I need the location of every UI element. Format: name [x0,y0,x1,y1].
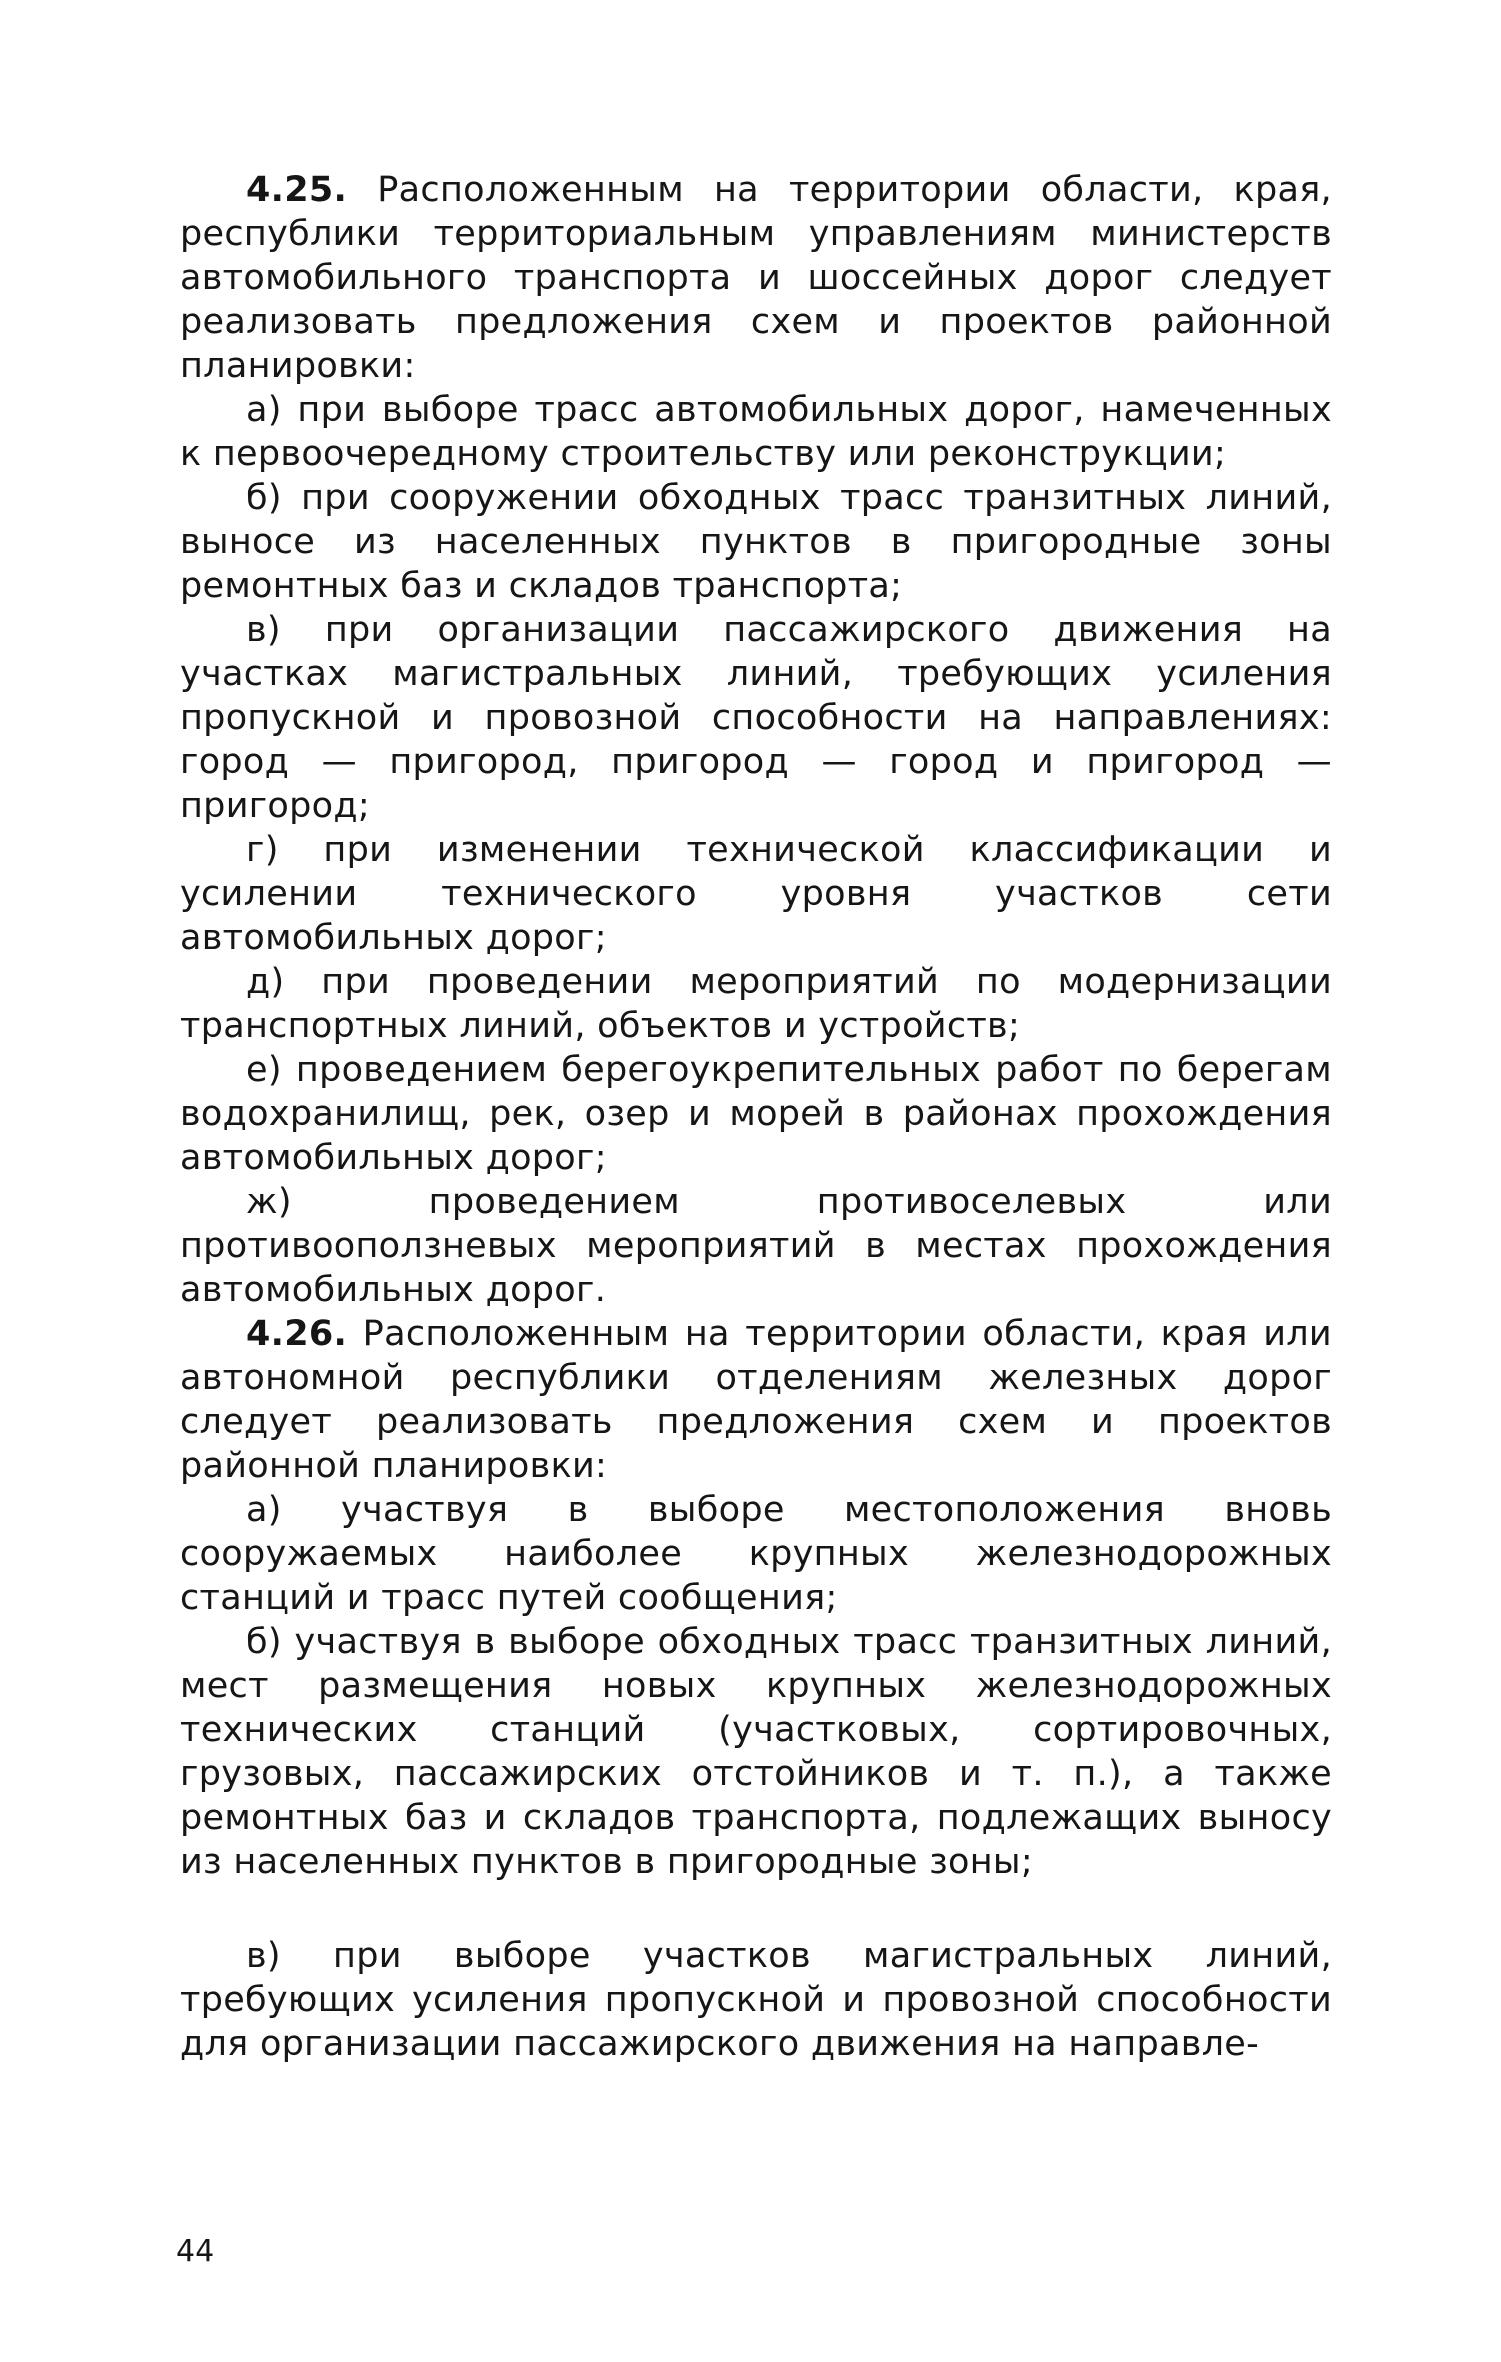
page-number: 44 [176,2234,215,2269]
body-text [180,168,1332,2066]
paragraph-4-25 [180,168,1332,388]
paragraph-text: е) проведением берегоукрепительных работ по берегам водохранилищ, рек, озер и морей в районах прохождения автомобильных дорог; [180,1050,1332,1178]
section-number: 4.25. [246,170,348,210]
list-item [180,1488,1332,1620]
paragraph-4-26 [180,1312,1332,1488]
paragraph-text: б) при сооружении обходных трасс транзитных линий, выносе из населенных пунктов в пригородные зоны ремонтных баз и складов транспорта; [180,478,1332,606]
list-item [180,1180,1332,1312]
list-item [180,960,1332,1048]
list-item [180,1048,1332,1180]
paragraph-text: Расположенным на территории области, края или автономной республики отделениям железных дорог следует реализовать предложения схем и проектов районной планировки: [180,1314,1332,1486]
section-number: 4.26. [246,1314,348,1354]
paragraph-text: в) при организации пассажирского движения на участках магистральных линий, требующих усиления пропускной и провозной способности на направлениях: город — пригород, пригород — город и пригород — пригород; [180,610,1332,826]
paragraph-text: Расположенным на территории области, края, республики территориальным управлениям министерств автомобильного транспорта и шоссейных дорог следует реализовать предложения схем и проектов районной планировки: [180,170,1332,386]
paragraph-text: в) при выборе участков магистральных линий, требующих усиления пропускной и провозной способности для организации пассажирского движения на направле- [180,1936,1332,2064]
list-item [180,1934,1332,2066]
paragraph-text: г) при изменении технической классификации и усилении технического уровня участков сети автомобильных дорог; [180,830,1332,958]
list-item [180,476,1332,608]
paragraph-text: б) участвуя в выборе обходных трасс транзитных линий, мест размещения новых крупных железнодорожных технических станций (участковых, сортировочных, грузовых, пассажирских отстойников и т. п.), а также ремонтных баз и складов транспорта, подлежащих выносу из населенных пунктов в пригородные зоны; [180,1622,1332,1882]
paragraph-text: д) при проведении мероприятий по модернизации транспортных линий, объектов и устройств; [180,962,1332,1046]
list-item [180,828,1332,960]
paragraph-text: ж) проведением противоселевых или противооползневых мероприятий в местах прохождения автомобильных дорог. [180,1182,1332,1310]
paragraph-text: а) при выборе трасс автомобильных дорог, намеченных к первоочередному строительству или реконструкции; [180,390,1332,474]
list-item [180,608,1332,828]
paragraph-text: а) участвуя в выборе местоположения вновь сооружаемых наиболее крупных железнодорожных станций и трасс путей сообщения; [180,1490,1332,1618]
list-item [180,388,1332,476]
list-item [180,1620,1332,1884]
